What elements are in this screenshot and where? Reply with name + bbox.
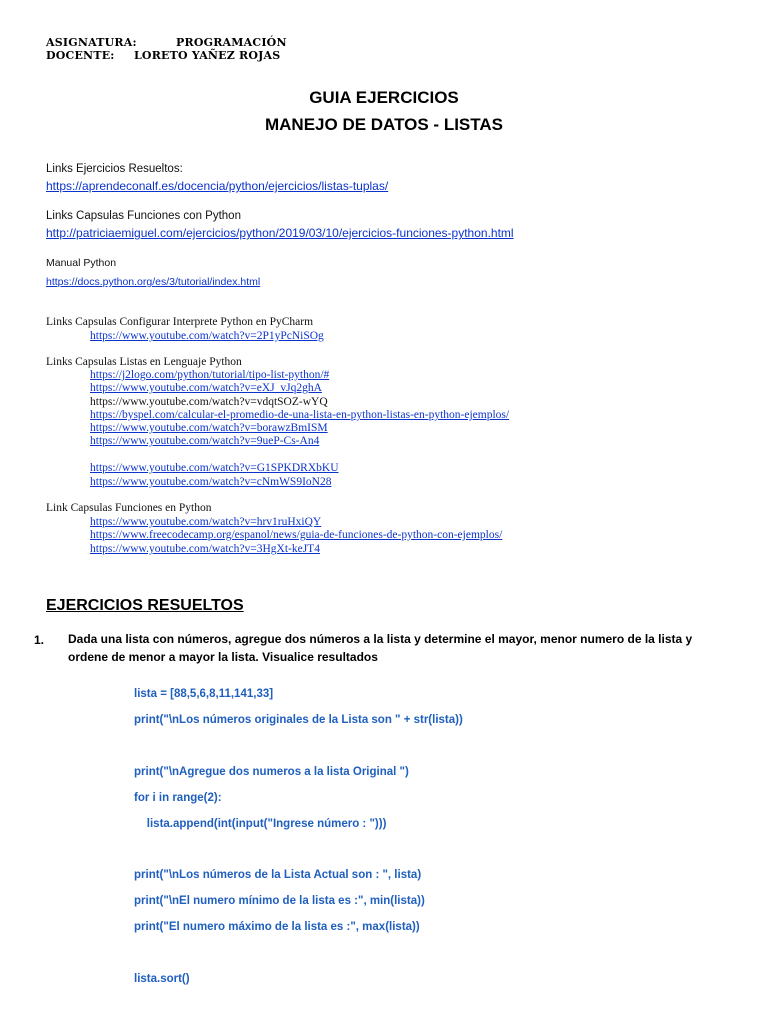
listas-link[interactable]: https://www.youtube.com/watch?v=eXJ_vJq2ghA (90, 382, 322, 394)
manual-link[interactable]: https://docs.python.org/es/3/tutorial/index.html (46, 276, 261, 288)
listas-link[interactable]: https://www.youtube.com/watch?v=9ueP-Cs-An4 (90, 435, 320, 447)
subject-label: ASIGNATURA: (46, 36, 137, 49)
title-line-2: MANEJO DE DATOS - LISTAS (264, 115, 504, 134)
code-line: print("\nEl numero mínimo de la lista es :", min(lista)) (134, 895, 425, 907)
listas-link[interactable]: https://www.youtube.com/watch?v=borawzBmISM (90, 422, 328, 434)
listas-link[interactable]: https://byspel.com/calcular-el-promedio-de-una-lista-en-python-listas-en-python-ejemplos/ (90, 409, 510, 421)
code-line: print("\nAgregue dos numeros a la lista Original ") (134, 766, 409, 778)
link-funciones-link[interactable]: https://www.youtube.com/watch?v=3HgXt-keJT4 (90, 543, 320, 555)
title-line-1: GUIA EJERCICIOS (309, 88, 459, 107)
code-line: lista = [88,5,6,8,11,141,33] (134, 688, 274, 700)
teacher-label: DOCENTE: (46, 49, 115, 62)
pycharm-label: Links Capsulas Configurar Interprete Python en PyCharm (46, 316, 314, 328)
listas-link[interactable]: https://j2logo.com/python/tutorial/tipo-list-python/# (90, 369, 330, 381)
section-title: EJERCICIOS RESUELTOS (46, 597, 244, 614)
resueltos-link[interactable]: https://aprendeconalf.es/docencia/python/ejercicios/listas-tuplas/ (46, 179, 389, 193)
link-funciones-link[interactable]: https://www.youtube.com/watch?v=hrv1ruHxiQY (90, 516, 322, 528)
exercise-number: 1. (34, 633, 45, 647)
funciones-link[interactable]: http://patriciaemiguel.com/ejercicios/python/2019/03/10/ejercicios-funciones-python.html (46, 226, 514, 240)
manual-label: Manual Python (46, 257, 117, 269)
code-line: print("\nLos números de la Lista Actual son : ", lista) (134, 869, 422, 881)
resueltos-label: Links Ejercicios Resueltos: (46, 163, 183, 175)
exercise-text: Dada una lista con números, agregue dos números a la lista y determine el mayor, menor numero de la lista y ordene de menor a mayor la lista. Visualice resultados (68, 632, 693, 664)
subject-value: PROGRAMACIÓN (176, 36, 287, 49)
code-line: lista.append(int(input("Ingrese número : "))) (134, 818, 387, 830)
funciones-label: Links Capsulas Funciones con Python (46, 210, 241, 222)
code-line: lista.sort() (134, 973, 190, 985)
code-line: print("El numero máximo de la lista es :", max(lista)) (134, 921, 420, 933)
code-line: for i in range(2): (134, 792, 222, 804)
teacher-value: LORETO YAÑEZ ROJAS (134, 49, 281, 62)
code-line: print("\nLos números originales de la Lista son " + str(lista)) (134, 714, 463, 726)
listas-link[interactable]: https://www.youtube.com/watch?v=G1SPKDRXbKU (90, 462, 339, 474)
listas-label: Links Capsulas Listas en Lenguaje Python (46, 356, 242, 368)
link-funciones-label: Link Capsulas Funciones en Python (46, 502, 212, 514)
pycharm-link[interactable]: https://www.youtube.com/watch?v=2P1yPcNiSOg (90, 330, 324, 342)
listas-link[interactable]: https://www.youtube.com/watch?v=cNmWS9IoN28 (90, 476, 332, 488)
link-funciones-link[interactable]: https://www.freecodecamp.org/espanol/news/guia-de-funciones-de-python-con-ejemplos/ (90, 529, 503, 541)
listas-plain-url: https://www.youtube.com/watch?v=vdqtSOZ-wYQ (90, 396, 328, 408)
